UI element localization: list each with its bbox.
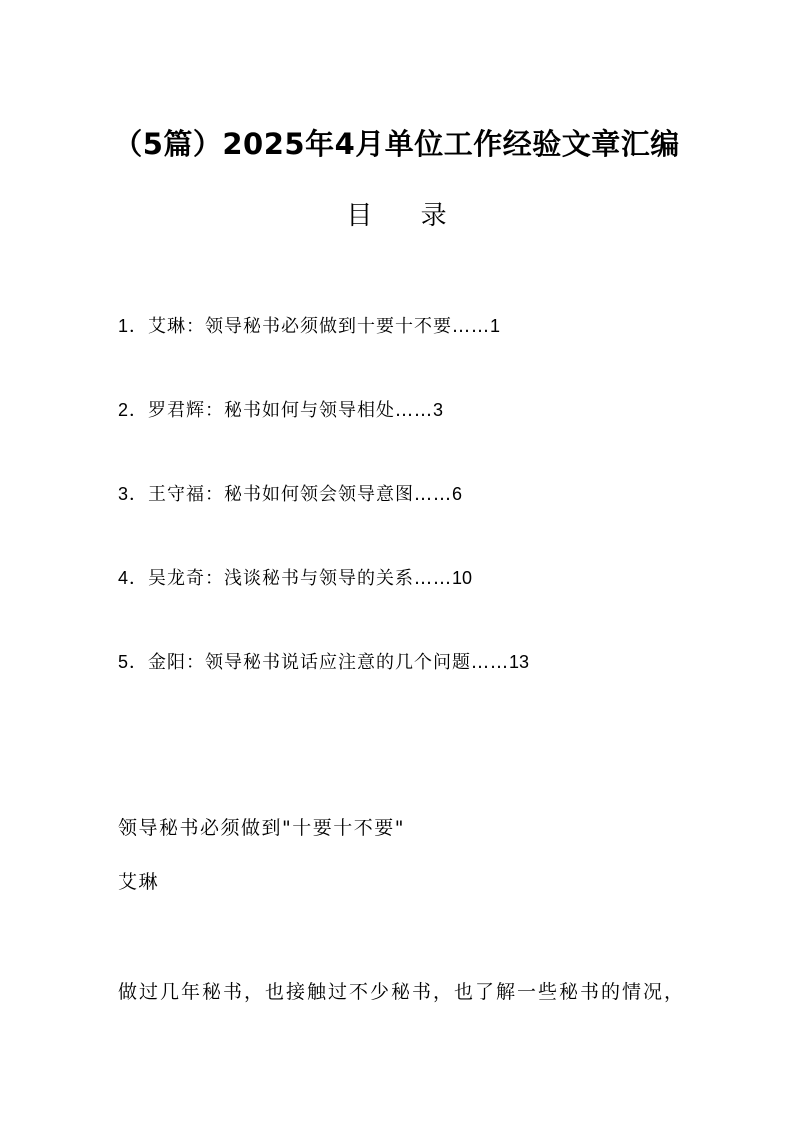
table-of-contents [118,312,529,732]
toc-entry-4[interactable] [118,564,529,592]
toc-heading: 目 录 [346,201,467,231]
toc-entry-number: 5． [118,652,149,672]
toc-entry-text: 吴龙奇：浅谈秘书与领导的关系…… [148,568,453,589]
toc-entry-2[interactable] [118,396,529,424]
toc-entry-number: 2． [118,400,149,420]
toc-entry-page: 6 [452,484,463,504]
toc-entry-page: 1 [490,316,501,336]
document-title: （5篇）2025年4月单位工作经验文章汇编 [113,127,680,161]
toc-entry-page: 13 [509,652,530,672]
toc-entry-text: 艾琳：领导秘书必须做到十要十不要…… [148,316,491,337]
article-paragraph: 做过几年秘书，也接触过不少秘书，也了解一些秘书的情况， [118,981,686,1003]
toc-entry-text: 罗君辉：秘书如何与领导相处…… [148,400,434,421]
toc-entry-number: 1． [118,316,149,336]
article-author: 艾琳 [118,871,160,893]
toc-entry-1[interactable] [118,312,529,340]
toc-entry-page: 3 [433,400,444,420]
toc-entry-number: 3． [118,484,149,504]
article-title: 领导秘书必须做到"十要十不要" [118,817,405,839]
toc-entry-3[interactable] [118,480,529,508]
toc-entry-number: 4． [118,568,149,588]
toc-entry-page: 10 [452,568,473,588]
toc-entry-text: 王守福：秘书如何领会领导意图…… [148,484,453,505]
toc-entry-text: 金阳：领导秘书说话应注意的几个问题…… [148,652,510,673]
toc-entry-5[interactable] [118,648,529,676]
